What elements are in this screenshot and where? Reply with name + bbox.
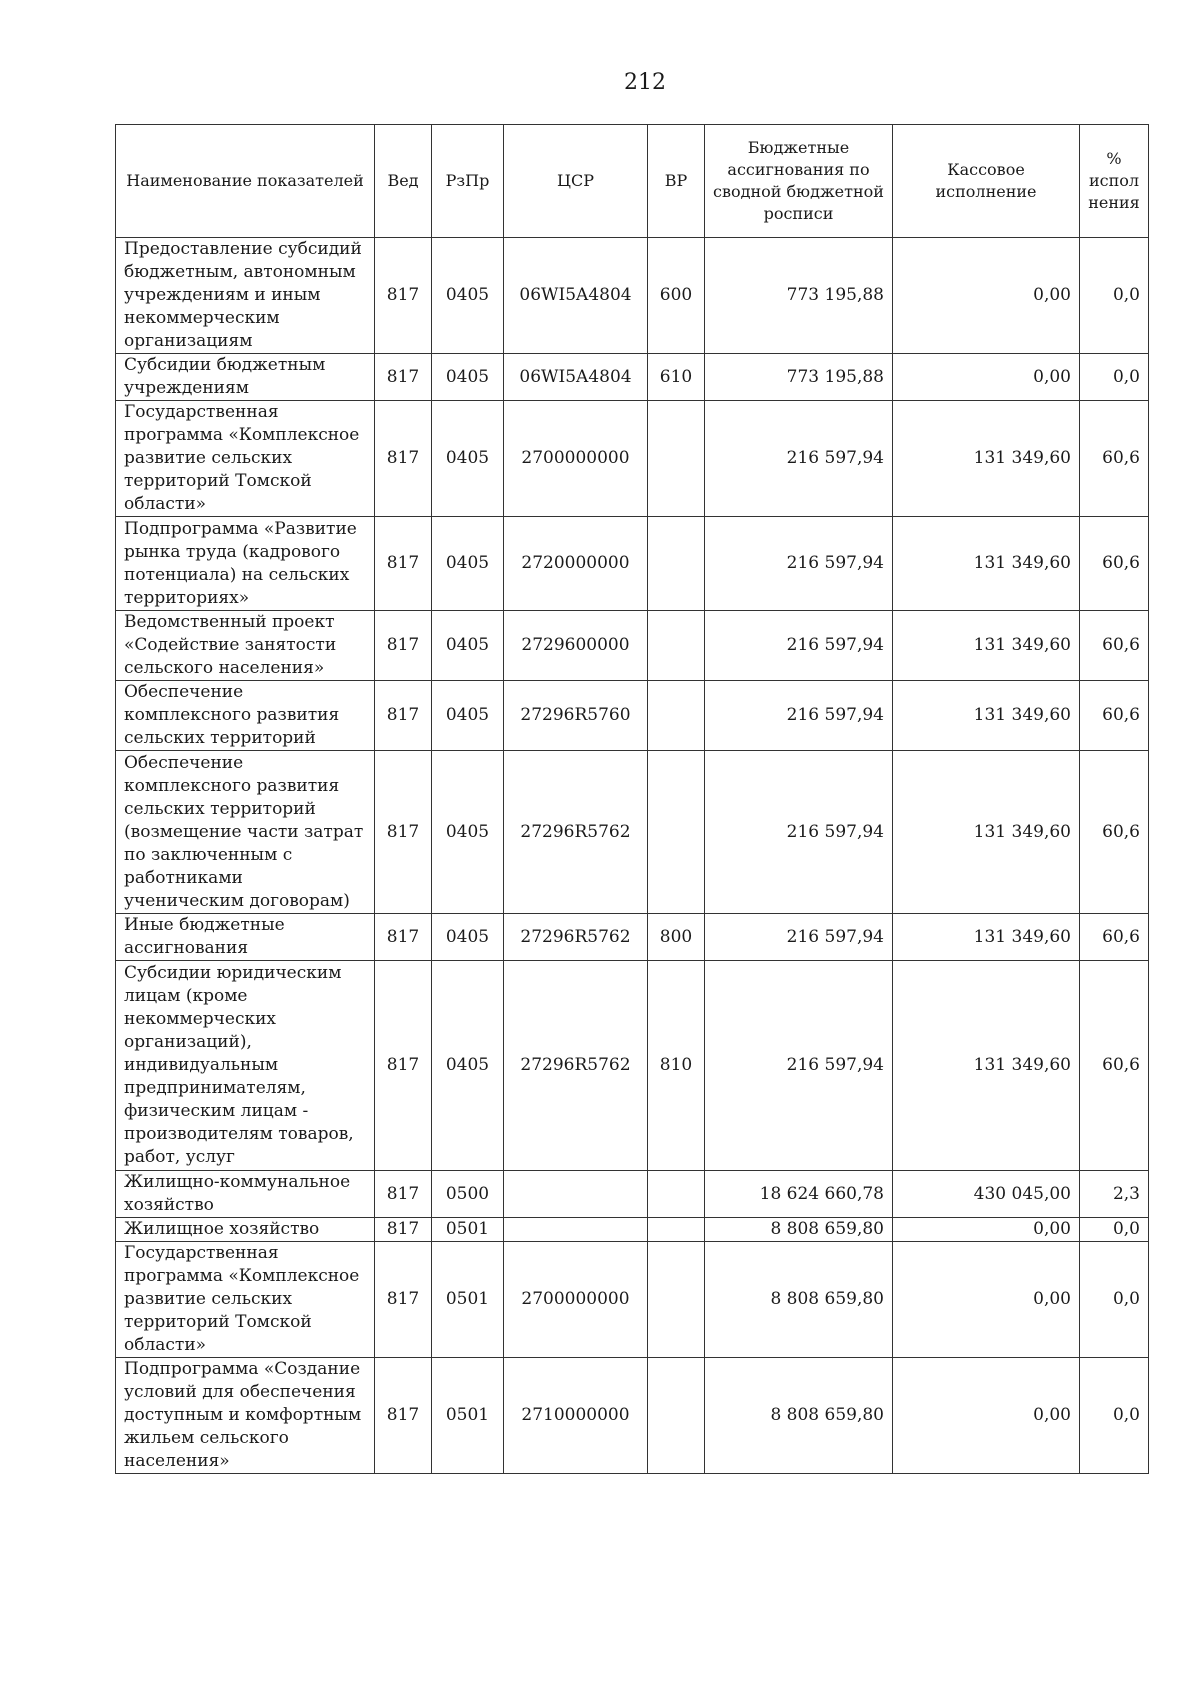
- cell-ved: 817: [375, 611, 432, 681]
- cell-name: Подпрограмма «Развитие рынка труда (кадрового потенциала) на сельских территориях»: [116, 517, 375, 611]
- cell-percent: 2,3: [1080, 1171, 1149, 1218]
- cell-assignments: 773 195,88: [705, 238, 893, 354]
- cell-cash-execution: 131 349,60: [893, 961, 1080, 1171]
- cell-name: Подпрограмма «Создание условий для обеспечения доступным и комфортным жильем сельского населения»: [116, 1358, 375, 1474]
- cell-name: Субсидии юридическим лицам (кроме некоммерческих организаций), индивидуальным предпринимателям, физическим лицам - производителям товаров, работ, услуг: [116, 961, 375, 1171]
- cell-cash-execution: 131 349,60: [893, 681, 1080, 751]
- cell-csr: 27296R5760: [504, 681, 648, 751]
- cell-percent: 0,0: [1080, 1218, 1149, 1242]
- cell-cash-execution: 0,00: [893, 1218, 1080, 1242]
- cell-csr: 2700000000: [504, 401, 648, 517]
- table-row: [116, 681, 1149, 751]
- cell-percent: 60,6: [1080, 914, 1149, 961]
- cell-percent: 0,0: [1080, 238, 1149, 354]
- cell-csr: 27296R5762: [504, 914, 648, 961]
- cell-vr: [648, 517, 705, 611]
- cell-vr: 600: [648, 238, 705, 354]
- cell-ved: 817: [375, 751, 432, 914]
- header-vr: ВР: [648, 125, 705, 238]
- cell-csr: 2729600000: [504, 611, 648, 681]
- cell-percent: 60,6: [1080, 611, 1149, 681]
- cell-ved: 817: [375, 238, 432, 354]
- cell-csr: 06WI5A4804: [504, 238, 648, 354]
- cell-percent: 60,6: [1080, 961, 1149, 1171]
- cell-name: Государственная программа «Комплексное развитие сельских территорий Томской области»: [116, 401, 375, 517]
- cell-rzpr: 0501: [432, 1218, 504, 1242]
- cell-name: Жилищное хозяйство: [116, 1218, 375, 1242]
- cell-rzpr: 0405: [432, 681, 504, 751]
- table-row: [116, 751, 1149, 914]
- cell-name: Ведомственный проект «Содействие занятости сельского населения»: [116, 611, 375, 681]
- budget-table: [115, 124, 1149, 1474]
- cell-assignments: 216 597,94: [705, 751, 893, 914]
- cell-ved: 817: [375, 401, 432, 517]
- cell-cash-execution: 131 349,60: [893, 401, 1080, 517]
- cell-name: Жилищно-коммунальное хозяйство: [116, 1171, 375, 1218]
- header-rzpr: РзПр: [432, 125, 504, 238]
- cell-assignments: 8 808 659,80: [705, 1218, 893, 1242]
- cell-rzpr: 0405: [432, 961, 504, 1171]
- table-row: [116, 517, 1149, 611]
- cell-assignments: 8 808 659,80: [705, 1358, 893, 1474]
- cell-assignments: 216 597,94: [705, 681, 893, 751]
- cell-ved: 817: [375, 1358, 432, 1474]
- cell-csr: 27296R5762: [504, 751, 648, 914]
- cell-vr: [648, 1358, 705, 1474]
- cell-rzpr: 0405: [432, 914, 504, 961]
- cell-csr: 2700000000: [504, 1242, 648, 1358]
- table-row: [116, 961, 1149, 1171]
- cell-assignments: 8 808 659,80: [705, 1242, 893, 1358]
- cell-cash-execution: 0,00: [893, 1358, 1080, 1474]
- cell-rzpr: 0405: [432, 354, 504, 401]
- header-csr: ЦСР: [504, 125, 648, 238]
- cell-rzpr: 0405: [432, 517, 504, 611]
- cell-csr: 2720000000: [504, 517, 648, 611]
- cell-ved: 817: [375, 517, 432, 611]
- table-row: [116, 1242, 1149, 1358]
- cell-vr: [648, 751, 705, 914]
- cell-rzpr: 0405: [432, 401, 504, 517]
- cell-csr: [504, 1218, 648, 1242]
- cell-name: Государственная программа «Комплексное развитие сельских территорий Томской области»: [116, 1242, 375, 1358]
- table-row: [116, 1358, 1149, 1474]
- cell-rzpr: 0501: [432, 1358, 504, 1474]
- cell-name: Предоставление субсидий бюджетным, автономным учреждениям и иным некоммерческим организациям: [116, 238, 375, 354]
- table-header-row: [116, 125, 1149, 238]
- cell-rzpr: 0405: [432, 751, 504, 914]
- cell-percent: 60,6: [1080, 401, 1149, 517]
- cell-cash-execution: 430 045,00: [893, 1171, 1080, 1218]
- cell-assignments: 216 597,94: [705, 401, 893, 517]
- cell-name: Субсидии бюджетным учреждениям: [116, 354, 375, 401]
- table-row: [116, 238, 1149, 354]
- header-assignments: Бюджетные ассигнования по сводной бюджетной росписи: [705, 125, 893, 238]
- cell-cash-execution: 0,00: [893, 354, 1080, 401]
- cell-cash-execution: 131 349,60: [893, 751, 1080, 914]
- cell-cash-execution: 0,00: [893, 238, 1080, 354]
- cell-cash-execution: 0,00: [893, 1242, 1080, 1358]
- cell-vr: 610: [648, 354, 705, 401]
- table-row: [116, 1218, 1149, 1242]
- cell-assignments: 216 597,94: [705, 961, 893, 1171]
- cell-rzpr: 0501: [432, 1242, 504, 1358]
- cell-cash-execution: 131 349,60: [893, 914, 1080, 961]
- cell-assignments: 773 195,88: [705, 354, 893, 401]
- table-row: [116, 1171, 1149, 1218]
- header-ved: Вед: [375, 125, 432, 238]
- cell-name: Обеспечение комплексного развития сельских территорий: [116, 681, 375, 751]
- cell-percent: 0,0: [1080, 1242, 1149, 1358]
- cell-ved: 817: [375, 961, 432, 1171]
- table-row: [116, 401, 1149, 517]
- cell-cash-execution: 131 349,60: [893, 517, 1080, 611]
- header-name: Наименование показателей: [116, 125, 375, 238]
- header-cash-execution: Кассовое исполнение: [893, 125, 1080, 238]
- table-row: [116, 914, 1149, 961]
- cell-ved: 817: [375, 1242, 432, 1358]
- cell-percent: 60,6: [1080, 517, 1149, 611]
- cell-assignments: 18 624 660,78: [705, 1171, 893, 1218]
- cell-percent: 0,0: [1080, 1358, 1149, 1474]
- cell-csr: 06WI5A4804: [504, 354, 648, 401]
- cell-vr: [648, 1242, 705, 1358]
- cell-csr: 27296R5762: [504, 961, 648, 1171]
- cell-vr: 810: [648, 961, 705, 1171]
- table-row: [116, 354, 1149, 401]
- cell-vr: [648, 401, 705, 517]
- cell-ved: 817: [375, 1218, 432, 1242]
- cell-vr: [648, 611, 705, 681]
- cell-ved: 817: [375, 1171, 432, 1218]
- table-row: [116, 611, 1149, 681]
- cell-name: Иные бюджетные ассигнования: [116, 914, 375, 961]
- cell-csr: [504, 1171, 648, 1218]
- cell-assignments: 216 597,94: [705, 611, 893, 681]
- header-percent: % испол нения: [1080, 125, 1149, 238]
- cell-csr: 2710000000: [504, 1358, 648, 1474]
- cell-rzpr: 0405: [432, 611, 504, 681]
- cell-name: Обеспечение комплексного развития сельских территорий (возмещение части затрат по заключенным с работниками ученическим договорам): [116, 751, 375, 914]
- cell-vr: [648, 1218, 705, 1242]
- cell-ved: 817: [375, 914, 432, 961]
- cell-assignments: 216 597,94: [705, 914, 893, 961]
- cell-percent: 0,0: [1080, 354, 1149, 401]
- cell-vr: [648, 1171, 705, 1218]
- cell-cash-execution: 131 349,60: [893, 611, 1080, 681]
- cell-rzpr: 0405: [432, 238, 504, 354]
- page-number: 212: [624, 70, 666, 95]
- cell-vr: [648, 681, 705, 751]
- cell-rzpr: 0500: [432, 1171, 504, 1218]
- cell-ved: 817: [375, 354, 432, 401]
- cell-vr: 800: [648, 914, 705, 961]
- cell-percent: 60,6: [1080, 681, 1149, 751]
- cell-ved: 817: [375, 681, 432, 751]
- cell-assignments: 216 597,94: [705, 517, 893, 611]
- cell-percent: 60,6: [1080, 751, 1149, 914]
